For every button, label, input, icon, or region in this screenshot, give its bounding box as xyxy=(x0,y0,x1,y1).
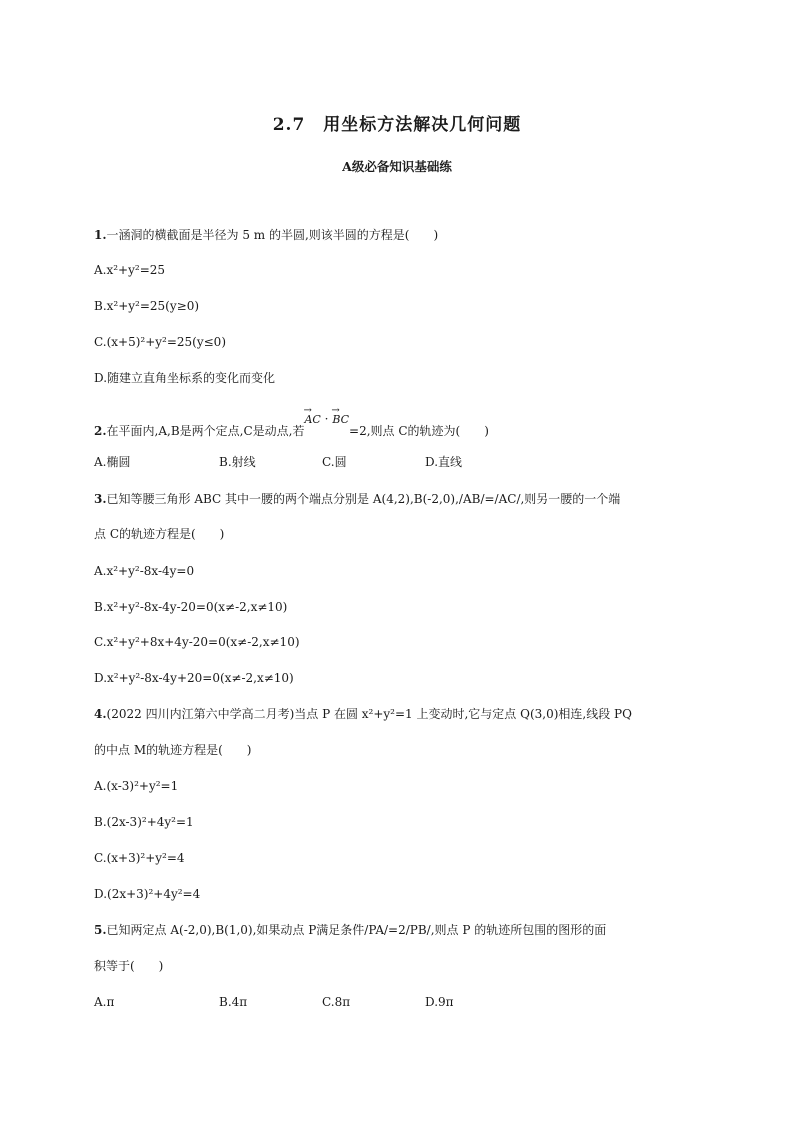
question-text: 已知等腰三角形 ABC 其中一腰的两个端点分别是 A(4,2),B(-2,0),/AB/=/AC/,则另一腰的一个端 xyxy=(106,492,621,506)
question-1-option-a: A.x²+y²=25 xyxy=(94,263,166,277)
question-3-option-b: B.x²+y²-8x-4y-20=0(x≠-2,x≠10) xyxy=(94,600,288,614)
vector-bc: → BC xyxy=(331,405,350,426)
question-number: 5. xyxy=(94,923,107,937)
question-text-tail: =2,则点 C的轨迹为( ) xyxy=(349,424,489,438)
vector-arrow-icon: → xyxy=(331,405,340,416)
question-number: 4. xyxy=(94,707,107,721)
question-3-stem-line-1 xyxy=(94,491,620,507)
question-2-option-a: A.椭圆 xyxy=(94,455,131,469)
question-1-option-c: C.(x+5)²+y²=25(y≤0) xyxy=(94,335,226,349)
question-3-option-c: C.x²+y²+8x+4y-20=0(x≠-2,x≠10) xyxy=(94,635,300,649)
question-text: 一涵洞的横截面是半径为 5 m 的半圆,则该半圆的方程是( ) xyxy=(106,228,439,242)
question-2-option-b: B.射线 xyxy=(219,455,256,469)
question-5-stem-line-1 xyxy=(94,922,606,938)
question-2-stem xyxy=(94,405,489,440)
vector-arrow-icon: → xyxy=(303,405,312,416)
question-number: 3. xyxy=(94,492,107,506)
question-number: 1. xyxy=(94,228,107,242)
question-5-option-d: D.9π xyxy=(425,995,454,1009)
vector-ac: → AC xyxy=(303,405,321,426)
question-4-stem-line-2: 的中点 M的轨迹方程是( ) xyxy=(94,743,252,757)
question-1-option-b: B.x²+y²=25(y≥0) xyxy=(94,299,200,313)
question-3-option-a: A.x²+y²-8x-4y=0 xyxy=(94,564,195,578)
dot-operator: · xyxy=(324,412,329,426)
vector-dot-product xyxy=(303,405,350,426)
question-text: 在平面内,A,B是两个定点,C是动点,若 xyxy=(106,424,305,438)
question-3-stem-line-2: 点 C的轨迹方程是( ) xyxy=(94,527,225,541)
question-4-option-c: C.(x+3)²+y²=4 xyxy=(94,851,185,865)
question-text: (2022 四川内江第六中学高二月考)当点 P 在圆 x²+y²=1 上变动时,它与定点 Q(3,0)相连,线段 PQ xyxy=(106,707,632,721)
question-5-option-b: B.4π xyxy=(219,995,248,1009)
question-3-option-d: D.x²+y²-8x-4y+20=0(x≠-2,x≠10) xyxy=(94,671,294,685)
question-5-stem-line-2: 积等于( ) xyxy=(94,959,164,973)
question-number: 2. xyxy=(94,424,107,438)
question-1-stem xyxy=(94,227,438,243)
question-5-option-c: C.8π xyxy=(322,995,351,1009)
question-4-option-a: A.(x-3)²+y²=1 xyxy=(94,779,179,793)
question-text: 已知两定点 A(-2,0),B(1,0),如果动点 P满足条件/PA/=2/PB/,则点 P 的轨迹所包围的图形的面 xyxy=(106,923,607,937)
question-4-stem-line-1 xyxy=(94,706,632,722)
question-5-option-a: A.π xyxy=(94,995,115,1009)
page-title: 2.7 用坐标方法解决几何问题 xyxy=(272,115,522,135)
question-1-option-d: D.随建立直角坐标系的变化而变化 xyxy=(94,371,276,385)
section-subtitle: A级必备知识基础练 xyxy=(342,159,452,174)
question-4-option-b: B.(2x-3)²+4y²=1 xyxy=(94,815,194,829)
question-2-option-d: D.直线 xyxy=(425,455,463,469)
question-4-option-d: D.(2x+3)²+4y²=4 xyxy=(94,887,201,901)
question-2-option-c: C.圆 xyxy=(322,455,347,469)
